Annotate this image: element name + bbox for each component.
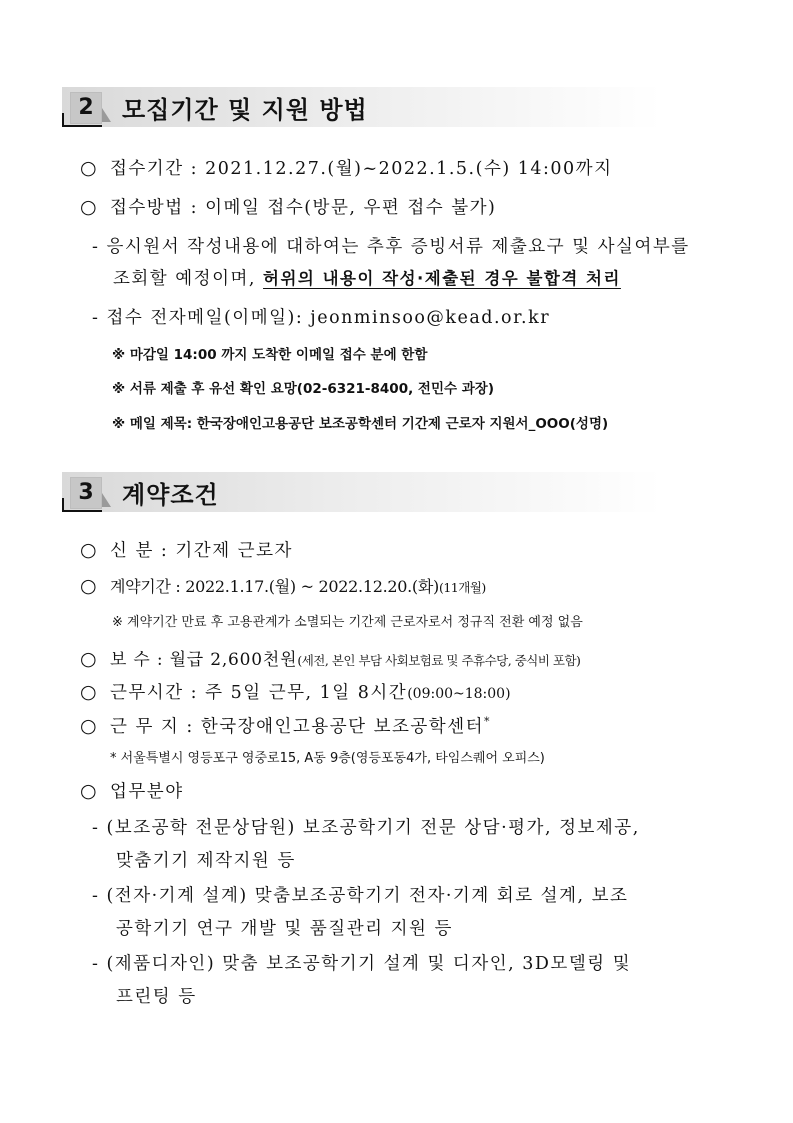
contract-note: ※ 계약기간 만료 후 고용관계가 소멸되는 기간제 근로자로서 정규직 전환 예정 없음 (112, 615, 583, 630)
hours-line: ○ 근무시간 : 주 5일 근무, 1일 8시간(09:00~18:00) (80, 681, 511, 703)
status-line: ○ 신 분 : 기간제 근로자 (80, 539, 293, 561)
warning-underlined: 허위의 내용이 작성·제출된 경우 불합격 처리 (263, 269, 621, 288)
circle-bullet-icon: ○ (80, 539, 99, 561)
duty-item: - (전자·기계 설계) 맞춤보조공학기기 전자·기계 회로 설계, 보조 (92, 886, 629, 906)
method-line: ○ 접수방법 : 이메일 접수(방문, 우편 접수 불가) (80, 196, 497, 218)
circle-bullet-icon: ○ (80, 681, 99, 703)
wedge-decoration (102, 493, 111, 507)
circle-bullet-icon: ○ (80, 157, 99, 179)
dash-item: - 응시원서 작성내용에 대하여는 추후 증빙서류 제출요구 및 사실여부를 (92, 237, 690, 257)
wedge-decoration (102, 108, 111, 122)
note-line: ※ 서류 제출 후 유선 확인 요망(02-6321-8400, 전민수 과장) (112, 381, 494, 397)
location-line: ○ 근 무 지 : 한국장애인고용공단 보조공학센터* (80, 715, 491, 737)
duty-item-continued: 프린팅 등 (116, 987, 197, 1007)
duty-item-continued: 공학기기 연구 개발 및 품질관리 지원 등 (116, 919, 453, 939)
duty-item: - (제품디자인) 맞춤 보조공학기기 설계 및 디자인, 3D모델링 및 (92, 954, 632, 974)
section-3-header (62, 472, 662, 518)
circle-bullet-icon: ○ (80, 196, 99, 218)
duty-item: - (보조공학 전문상담원) 보조공학기기 전문 상담·평가, 정보제공, (92, 818, 640, 838)
circle-bullet-icon: ○ (80, 648, 98, 670)
circle-bullet-icon: ○ (80, 575, 97, 597)
field-line: ○ 업무분야 (80, 780, 184, 802)
period-line: ○ 접수기간 : 2021.12.27.(월)~2022.1.5.(수) 14:00까지 (80, 157, 613, 179)
email-line: - 접수 전자메일(이메일): jeonminsoo@kead.or.kr (92, 308, 551, 328)
section-number: 2 (70, 92, 102, 124)
section-title: 계약조건 (122, 481, 219, 509)
dash-item-continued: 조회할 예정이며, 허위의 내용이 작성·제출된 경우 불합격 처리 (113, 269, 621, 289)
duty-item-continued: 맞춤기기 제작지원 등 (116, 851, 296, 871)
location-note: * 서울특별시 영등포구 영중로15, A동 9층(영등포동4가, 타임스퀘어 오피스) (110, 751, 545, 766)
section-title: 모집기간 및 지원 방법 (122, 96, 368, 124)
note-line: ※ 마감일 14:00 까지 도착한 이메일 접수 분에 한함 (112, 347, 428, 363)
section-2-header (62, 87, 662, 133)
section-number: 3 (70, 477, 102, 509)
note-line: ※ 메일 제목: 한국장애인고용공단 보조공학센터 기간제 근로자 지원서_OOO(성명) (112, 416, 609, 432)
pay-line: ○ 보 수 : 월급 2,600천원(세전, 본인 부담 사회보험료 및 주휴수당, 중식비 포함) (80, 648, 581, 670)
circle-bullet-icon: ○ (80, 715, 99, 737)
contract-period-line: ○ 계약기간 : 2022.1.17.(월) ~ 2022.12.20.(화)(11개월) (80, 575, 486, 597)
circle-bullet-icon: ○ (80, 780, 99, 802)
